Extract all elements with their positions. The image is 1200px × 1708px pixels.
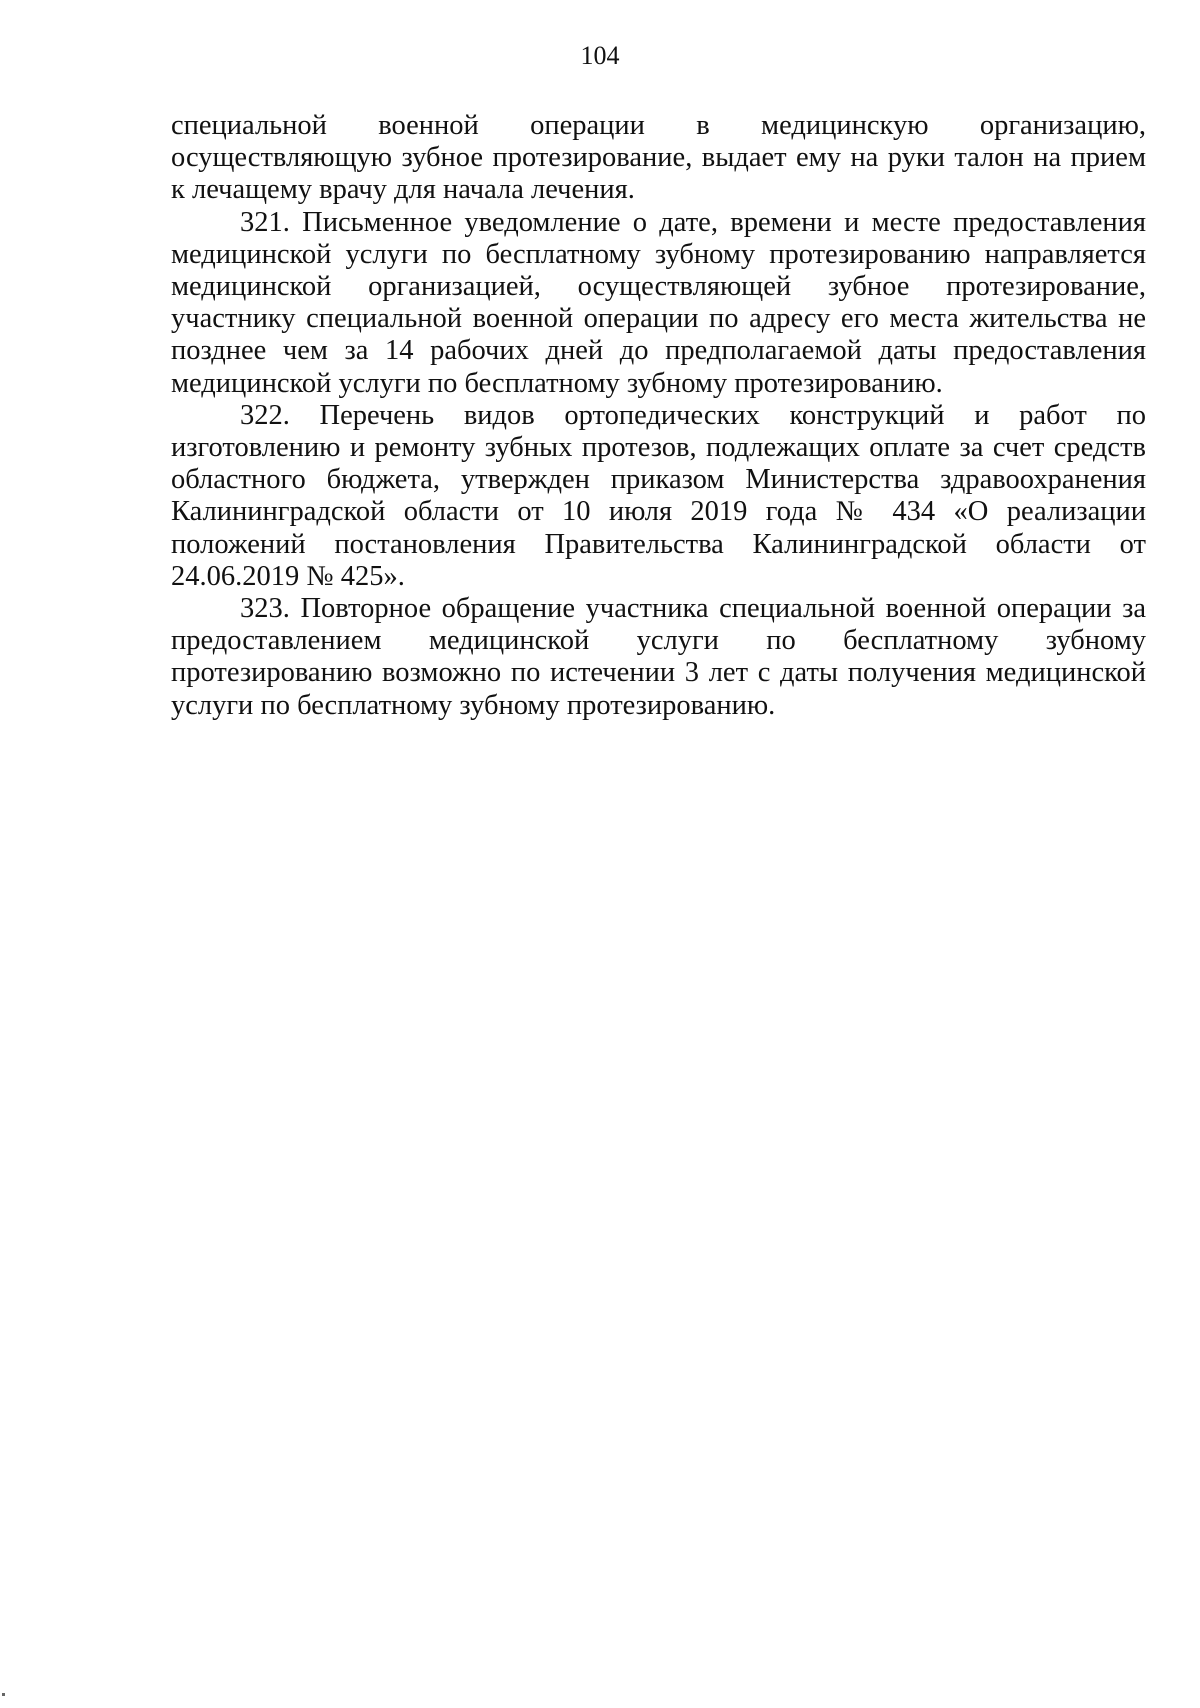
paragraph-323: 323. Повторное обращение участника специальной военной операции за предоставлением медицинской услуги по бесплатному зубному протезированию возможно по истечении 3 лет с даты получения медицинской услуги по бесплатному зубному протезированию. [171,593,1146,721]
scan-artifact [2,1693,5,1696]
document-body [171,110,1146,722]
paragraph-322: 322. Перечень видов ортопедических конструкций и работ по изготовлению и ремонту зубных протезов, подлежащих оплате за счет средств областного бюджета, утвержден приказом Министерства здравоохранения Калининградской области от 10 июля 2019 года № 434 «О реализации положений постановления Правительства Калининградской области от 24.06.2019 № 425». [171,399,1146,592]
page-number: 104 [580,41,620,70]
paragraph-continuation: специальной военной операции в медицинскую организацию, осуществляющую зубное протезирование, выдает ему на руки талон на прием к лечащему врачу для начала лечения. [171,110,1146,206]
paragraph-321: 321. Письменное уведомление о дате, времени и месте предоставления медицинской услуги по бесплатному зубному протезированию направляется медицинской организацией, осуществляющей зубное протезирование, участнику специальной военной операции по адресу его места жительства не позднее чем за 14 рабочих дней до предполагаемой даты предоставления медицинской услуги по бесплатному зубному протезированию. [171,206,1146,399]
